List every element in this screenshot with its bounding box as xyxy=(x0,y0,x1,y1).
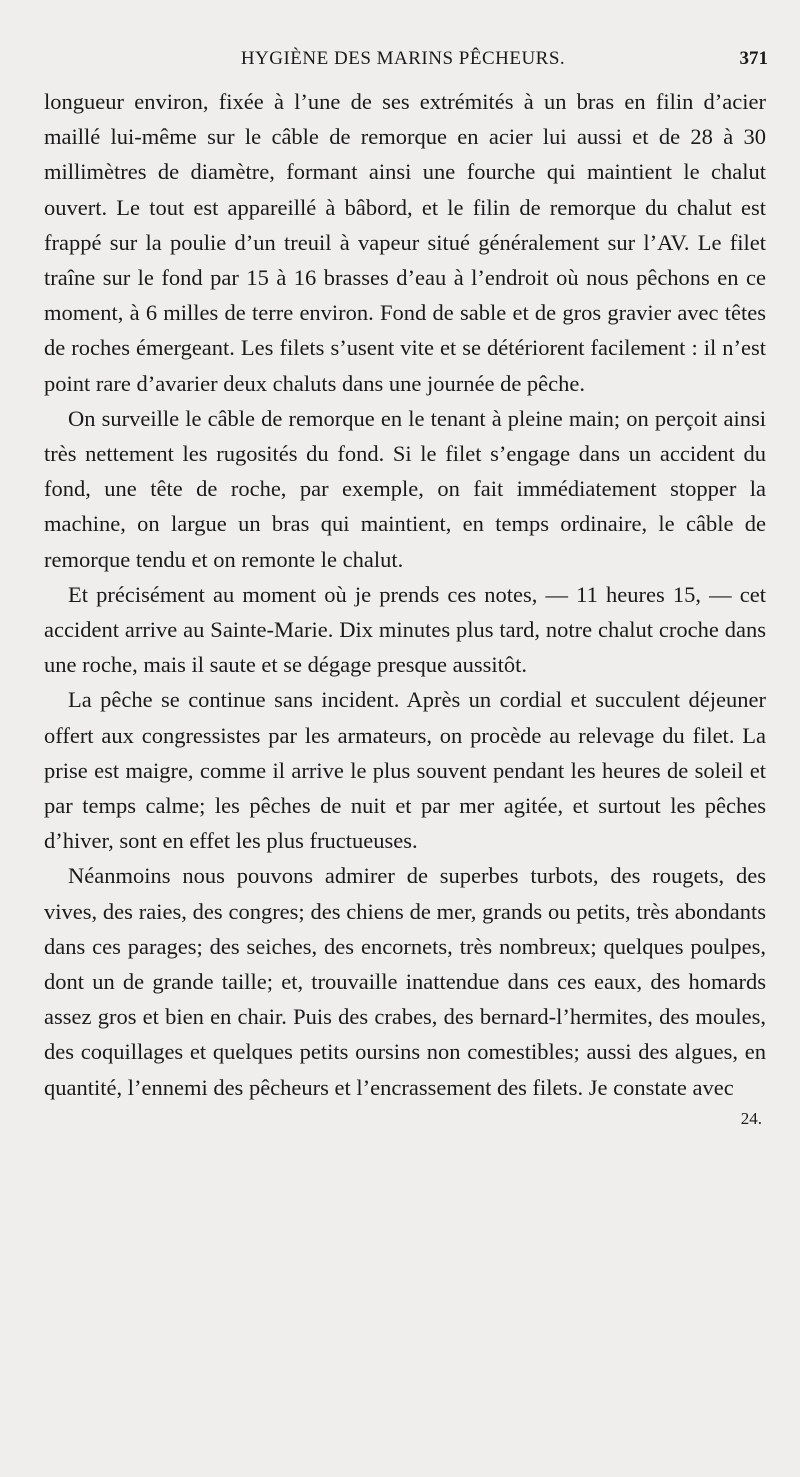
body-text xyxy=(44,84,766,1105)
paragraph: La pêche se continue sans incident. Après un cordial et succulent déjeuner offert aux congressistes par les armateurs, on procède au relevage du filet. La prise est maigre, comme il arrive le plus souvent pendant les heures de soleil et par temps calme; les pêches de nuit et par mer agitée, et surtout les pêches d’hiver, sont en effet les plus fructueuses. xyxy=(44,687,766,854)
paragraph: On surveille le câble de remorque en le tenant à pleine main; on perçoit ainsi très nettement les rugosités du fond. Si le filet s’engage dans un accident du fond, une tête de roche, par exemple, on fait immédiatement stopper la machine, on largue un bras qui maintient, en temps ordinaire, le câble de remorque tendu et on remonte le chalut. xyxy=(44,405,766,572)
paragraph: Néanmoins nous pouvons admirer de superbes turbots, des rougets, des vives, des raies, des congres; des chiens de mer, grands ou petits, très abondants dans ces parages; des seiches, des encornets, très nombreux; quelques poulpes, dont un de grande taille; et, trouvaille inattendue dans ces eaux, des homards assez gros et bien en chair. Puis des crabes, des bernard-l’hermites, des moules, des coquillages et quelques petits oursins non comestibles; aussi des algues, en quantité, l’ennemi des pêcheurs et l’encrassement des filets. Je constate avec xyxy=(44,863,766,1100)
page-number: 371 xyxy=(739,48,768,69)
paragraph: Et précisément au moment où je prends ces notes, — 11 heures 15, — cet accident arrive au Sainte-Marie. Dix minutes plus tard, notre chalut croche dans une roche, mais il saute et se dégage presque aussitôt. xyxy=(44,581,766,678)
paragraph: longueur environ, fixée à l’une de ses extrémités à un bras en filin d’acier maillé lui-même sur le câble de remorque en acier lui aussi et de 28 à 30 millimètres de diamètre, formant ainsi une fourche qui maintient le chalut ouvert. Le tout est appareillé à bâbord, et le filin de remorque du chalut est frappé sur la poulie d’un treuil à vapeur situé généralement sur l’AV. Le filet traîne sur le fond par 15 à 16 brasses d’eau à l’endroit où nous pêchons en ce moment, à 6 milles de terre environ. Fond de sable et de gros gravier avec têtes de roches émergeant. Les filets s’usent vite et se détériorent facilement : il n’est point rare d’avarier deux chaluts dans une journée de pêche. xyxy=(44,89,766,396)
signature-mark: 24. xyxy=(740,1109,762,1128)
running-title: HYGIÈNE DES MARINS PÊCHEURS. xyxy=(240,48,566,69)
page-header xyxy=(38,48,768,76)
